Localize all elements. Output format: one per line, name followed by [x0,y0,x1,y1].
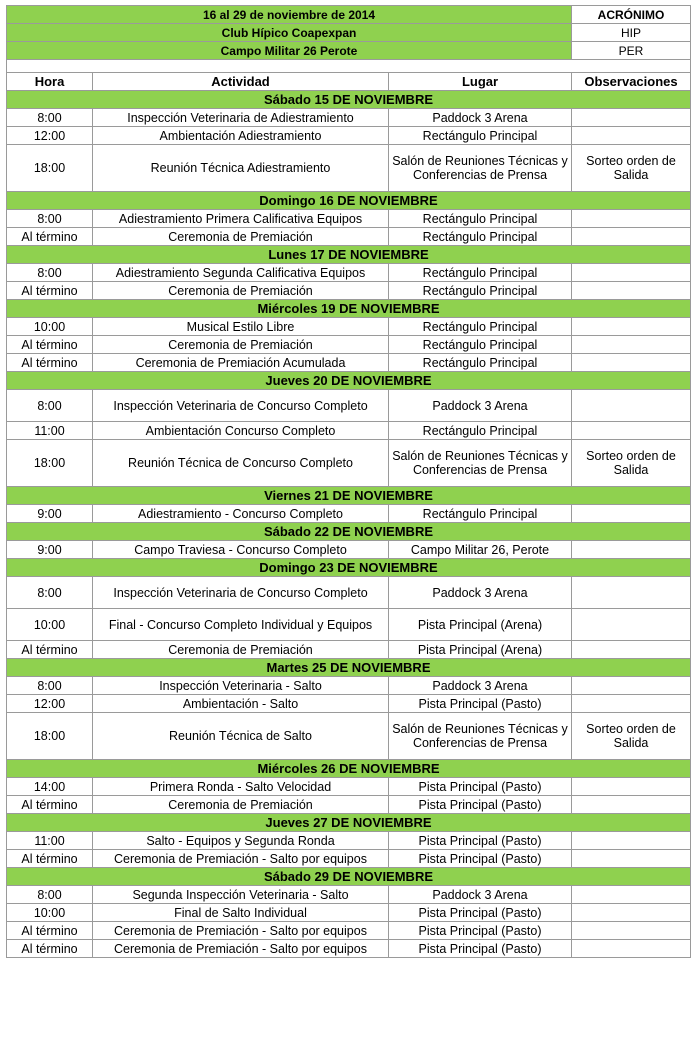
day-title: Jueves 27 DE NOVIEMBRE [7,814,691,832]
time-cell: 8:00 [7,210,93,228]
notes-cell [572,541,691,559]
time-cell: Al término [7,354,93,372]
place-cell: Rectángulo Principal [389,422,572,440]
notes-cell [572,677,691,695]
table-row [7,228,691,246]
time-cell: 18:00 [7,440,93,487]
table-row [7,505,691,523]
time-cell: 9:00 [7,541,93,559]
notes-cell [572,850,691,868]
time-cell: 8:00 [7,677,93,695]
table-row [7,832,691,850]
table-row [7,886,691,904]
place-cell: Paddock 3 Arena [389,886,572,904]
activity-cell: Adiestramiento Primera Calificativa Equipos [93,210,389,228]
place-cell: Rectángulo Principal [389,264,572,282]
place-cell: Rectángulo Principal [389,505,572,523]
place-cell: Pista Principal (Arena) [389,641,572,659]
notes-cell: Sorteo orden de Salida [572,713,691,760]
place-cell: Pista Principal (Pasto) [389,695,572,713]
activity-cell: Reunión Técnica de Concurso Completo [93,440,389,487]
table-row [7,440,691,487]
place-cell: Pista Principal (Pasto) [389,778,572,796]
place-cell: Salón de Reuniones Técnicas y Conferencias de Prensa [389,440,572,487]
place-cell: Rectángulo Principal [389,354,572,372]
table-row [7,354,691,372]
activity-cell: Ceremonia de Premiación [93,336,389,354]
place-cell: Pista Principal (Arena) [389,609,572,641]
time-cell: 8:00 [7,390,93,422]
spacer-cell [7,60,691,73]
place-cell: Rectángulo Principal [389,318,572,336]
day-title: Sábado 15 DE NOVIEMBRE [7,91,691,109]
table-row [7,695,691,713]
time-cell: Al término [7,940,93,958]
notes-cell [572,609,691,641]
time-cell: 12:00 [7,695,93,713]
place-cell: Rectángulo Principal [389,127,572,145]
notes-cell [572,336,691,354]
day-title: Viernes 21 DE NOVIEMBRE [7,487,691,505]
activity-cell: Ceremonia de Premiación [93,641,389,659]
notes-cell [572,228,691,246]
day-header-row [7,246,691,264]
time-cell: Al término [7,228,93,246]
activity-cell: Ambientación Adiestramiento [93,127,389,145]
place-cell: Rectángulo Principal [389,210,572,228]
activity-cell: Inspección Veterinaria - Salto [93,677,389,695]
venue-cell: Campo Militar 26 Perote [7,42,572,60]
time-cell: 14:00 [7,778,93,796]
time-cell: 11:00 [7,832,93,850]
table-row [7,264,691,282]
table-row [7,609,691,641]
table-row [7,940,691,958]
date-range-cell: 16 al 29 de noviembre de 2014 [7,6,572,24]
day-header-row [7,523,691,541]
activity-cell: Primera Ronda - Salto Velocidad [93,778,389,796]
day-header-row [7,487,691,505]
day-header-row [7,868,691,886]
place-cell: Paddock 3 Arena [389,390,572,422]
time-cell: 12:00 [7,127,93,145]
activity-cell: Ceremonia de Premiación Acumulada [93,354,389,372]
notes-cell [572,577,691,609]
place-cell: Salón de Reuniones Técnicas y Conferencias de Prensa [389,713,572,760]
place-cell: Rectángulo Principal [389,228,572,246]
activity-cell: Ceremonia de Premiación [93,282,389,300]
day-header-row [7,760,691,778]
time-cell: 10:00 [7,904,93,922]
table-row [7,282,691,300]
info-row [7,6,691,24]
place-cell: Campo Militar 26, Perote [389,541,572,559]
activity-cell: Ceremonia de Premiación [93,796,389,814]
column-header-lugar: Lugar [389,73,572,91]
day-title: Domingo 16 DE NOVIEMBRE [7,192,691,210]
notes-cell [572,282,691,300]
notes-cell [572,127,691,145]
acronym-cell: HIP [572,24,691,42]
activity-cell: Ceremonia de Premiación - Salto por equipos [93,850,389,868]
notes-cell [572,318,691,336]
table-row [7,541,691,559]
schedule-table [6,5,691,958]
place-cell: Rectángulo Principal [389,336,572,354]
day-title: Miércoles 26 DE NOVIEMBRE [7,760,691,778]
notes-cell: Sorteo orden de Salida [572,440,691,487]
table-row [7,336,691,354]
activity-cell: Adiestramiento Segunda Calificativa Equipos [93,264,389,282]
table-row [7,713,691,760]
table-row [7,922,691,940]
notes-cell [572,264,691,282]
time-cell: Al término [7,796,93,814]
table-row [7,109,691,127]
activity-cell: Adiestramiento - Concurso Completo [93,505,389,523]
header-row [7,73,691,91]
info-row [7,24,691,42]
day-header-row [7,559,691,577]
table-row [7,796,691,814]
place-cell: Pista Principal (Pasto) [389,850,572,868]
place-cell: Pista Principal (Pasto) [389,904,572,922]
table-row [7,850,691,868]
column-header-observaciones: Observaciones [572,73,691,91]
acronym-header: ACRÓNIMO [572,6,691,24]
notes-cell [572,886,691,904]
table-row [7,677,691,695]
day-header-row [7,659,691,677]
time-cell: 18:00 [7,713,93,760]
place-cell: Rectángulo Principal [389,282,572,300]
table-row [7,390,691,422]
notes-cell [572,505,691,523]
table-row [7,778,691,796]
day-header-row [7,192,691,210]
day-header-row [7,814,691,832]
notes-cell [572,354,691,372]
time-cell: Al término [7,336,93,354]
activity-cell: Ceremonia de Premiación - Salto por equipos [93,922,389,940]
notes-cell [572,390,691,422]
day-title: Martes 25 DE NOVIEMBRE [7,659,691,677]
time-cell: Al término [7,850,93,868]
time-cell: 8:00 [7,577,93,609]
time-cell: 10:00 [7,609,93,641]
day-header-row [7,300,691,318]
schedule-sheet [6,5,690,958]
activity-cell: Reunión Técnica de Salto [93,713,389,760]
table-row [7,210,691,228]
activity-cell: Reunión Técnica Adiestramiento [93,145,389,192]
notes-cell [572,641,691,659]
acronym-cell: PER [572,42,691,60]
activity-cell: Campo Traviesa - Concurso Completo [93,541,389,559]
time-cell: 9:00 [7,505,93,523]
activity-cell: Ceremonia de Premiación - Salto por equipos [93,940,389,958]
notes-cell [572,778,691,796]
notes-cell [572,832,691,850]
notes-cell [572,695,691,713]
place-cell: Pista Principal (Pasto) [389,796,572,814]
activity-cell: Final de Salto Individual [93,904,389,922]
activity-cell: Ceremonia de Premiación [93,228,389,246]
spacer-row [7,60,691,73]
time-cell: 10:00 [7,318,93,336]
activity-cell: Final - Concurso Completo Individual y Equipos [93,609,389,641]
day-title: Sábado 29 DE NOVIEMBRE [7,868,691,886]
activity-cell: Ambientación Concurso Completo [93,422,389,440]
activity-cell: Segunda Inspección Veterinaria - Salto [93,886,389,904]
table-row [7,904,691,922]
activity-cell: Ambientación - Salto [93,695,389,713]
table-row [7,577,691,609]
activity-cell: Salto - Equipos y Segunda Ronda [93,832,389,850]
notes-cell [572,109,691,127]
table-row [7,127,691,145]
table-row [7,318,691,336]
place-cell: Pista Principal (Pasto) [389,922,572,940]
time-cell: Al término [7,282,93,300]
notes-cell [572,940,691,958]
time-cell: 8:00 [7,109,93,127]
table-row [7,145,691,192]
time-cell: 18:00 [7,145,93,192]
notes-cell [572,210,691,228]
venue-cell: Club Hípico Coapexpan [7,24,572,42]
day-title: Jueves 20 DE NOVIEMBRE [7,372,691,390]
day-title: Lunes 17 DE NOVIEMBRE [7,246,691,264]
time-cell: Al término [7,922,93,940]
activity-cell: Inspección Veterinaria de Concurso Completo [93,390,389,422]
time-cell: 8:00 [7,264,93,282]
day-header-row [7,91,691,109]
place-cell: Paddock 3 Arena [389,677,572,695]
time-cell: 8:00 [7,886,93,904]
place-cell: Pista Principal (Pasto) [389,832,572,850]
activity-cell: Inspección Veterinaria de Adiestramiento [93,109,389,127]
day-title: Sábado 22 DE NOVIEMBRE [7,523,691,541]
place-cell: Paddock 3 Arena [389,577,572,609]
place-cell: Salón de Reuniones Técnicas y Conferencias de Prensa [389,145,572,192]
notes-cell [572,904,691,922]
activity-cell: Musical Estilo Libre [93,318,389,336]
day-title: Domingo 23 DE NOVIEMBRE [7,559,691,577]
day-title: Miércoles 19 DE NOVIEMBRE [7,300,691,318]
schedule-body [7,6,691,958]
column-header-hora: Hora [7,73,93,91]
place-cell: Paddock 3 Arena [389,109,572,127]
place-cell: Pista Principal (Pasto) [389,940,572,958]
time-cell: 11:00 [7,422,93,440]
notes-cell [572,796,691,814]
table-row [7,422,691,440]
time-cell: Al término [7,641,93,659]
table-row [7,641,691,659]
notes-cell: Sorteo orden de Salida [572,145,691,192]
notes-cell [572,922,691,940]
notes-cell [572,422,691,440]
day-header-row [7,372,691,390]
info-row [7,42,691,60]
activity-cell: Inspección Veterinaria de Concurso Completo [93,577,389,609]
column-header-actividad: Actividad [93,73,389,91]
